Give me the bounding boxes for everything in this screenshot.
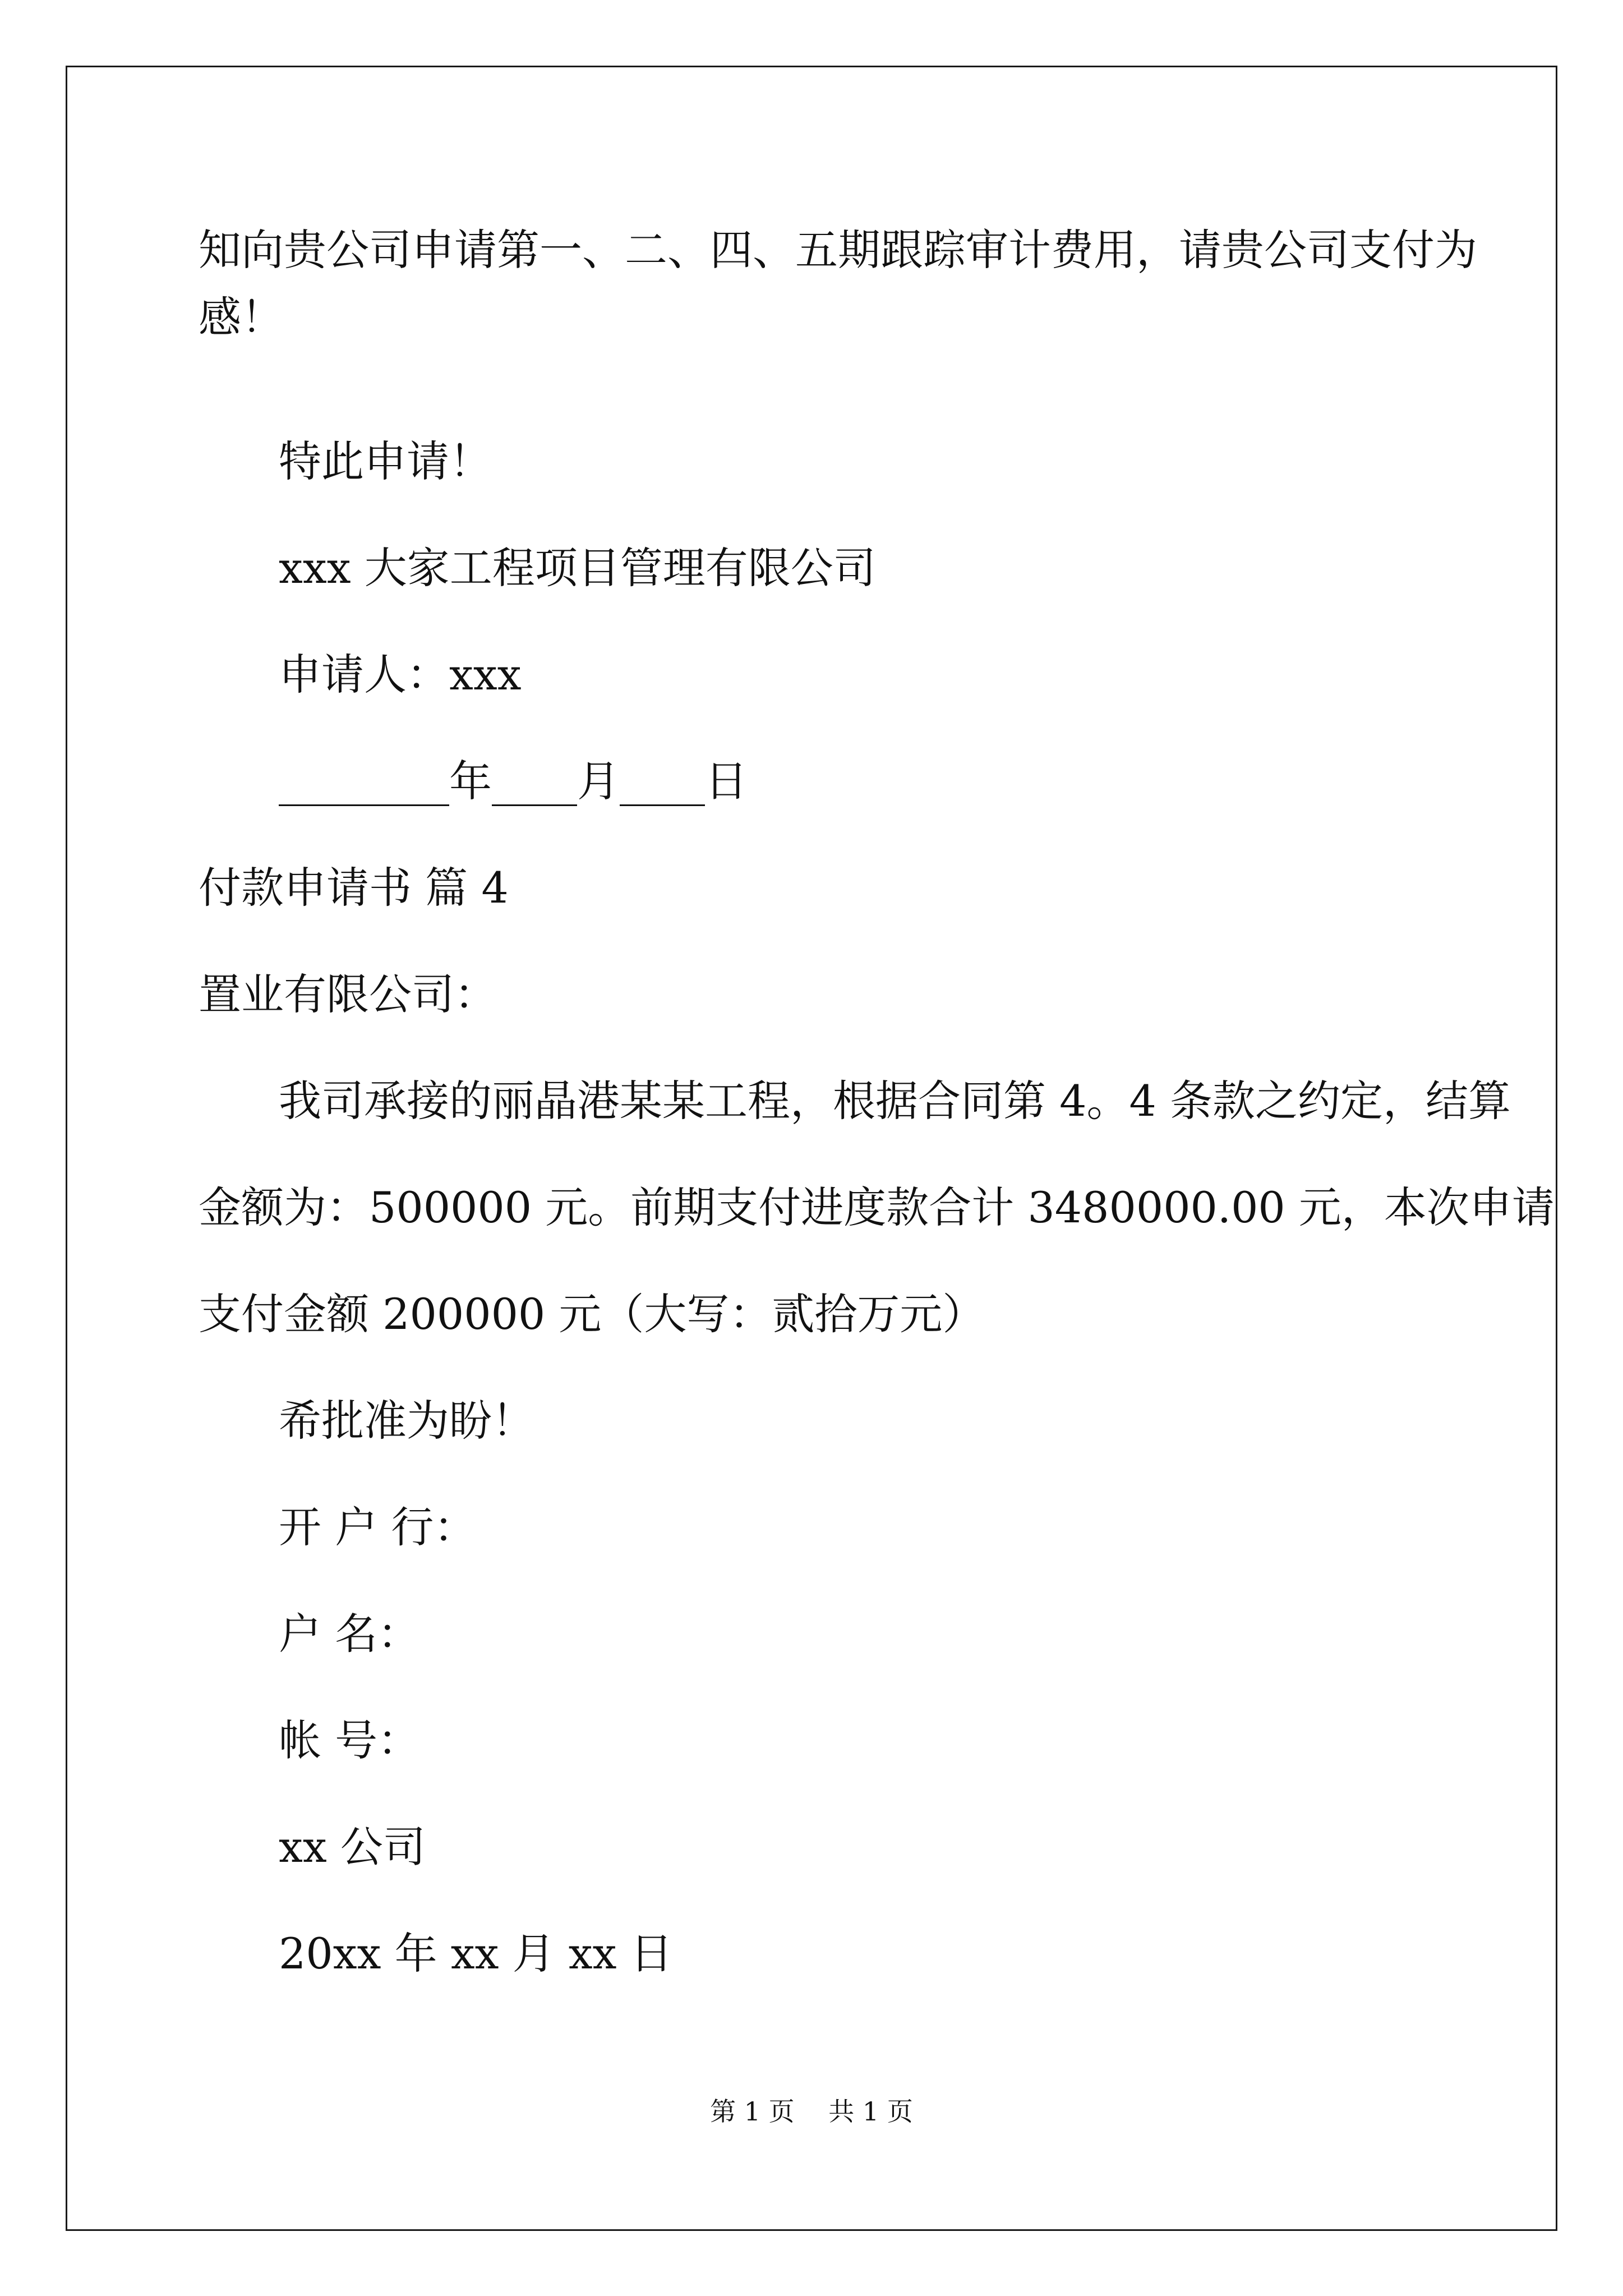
- section-heading: 付款申请书 篇 4: [199, 863, 509, 913]
- body-paragraph-line-3: 支付金额 200000 元（大写：贰拾万元）: [199, 1289, 985, 1339]
- company-signature: xxx 大家工程项目管理有限公司: [279, 543, 876, 593]
- body-line-2: 感！: [199, 292, 284, 342]
- body-paragraph-line-1: 我司承接的丽晶港某某工程，根据合同第 4。4 条款之约定，结算: [279, 1076, 1511, 1126]
- signing-date: 20xx 年 xx 月 xx 日: [279, 1929, 673, 1978]
- account-number-field: 帐 号：: [279, 1715, 421, 1765]
- applicant-line: 申请人：xxx: [279, 650, 522, 700]
- bank-field: 开 户 行：: [279, 1502, 477, 1552]
- signing-company: xx 公司: [279, 1822, 426, 1872]
- body-line-1: 知向贵公司申请第一、二、四、五期跟踪审计费用，请贵公司支付为: [199, 225, 1477, 275]
- page-border: [66, 66, 1557, 2231]
- account-name-field: 户 名：: [279, 1609, 421, 1659]
- page-number: 第 1 页 共 1 页: [710, 2096, 913, 2127]
- addressee: 置业有限公司：: [199, 969, 497, 1019]
- closing-request: 特此申请！: [279, 436, 492, 486]
- approval-request: 希批准为盼！: [279, 1396, 534, 1446]
- date-blank-line: ________年____月____日: [279, 756, 748, 806]
- body-paragraph-line-2: 金额为：500000 元。前期支付进度款合计 3480000.00 元，本次申请: [199, 1182, 1555, 1232]
